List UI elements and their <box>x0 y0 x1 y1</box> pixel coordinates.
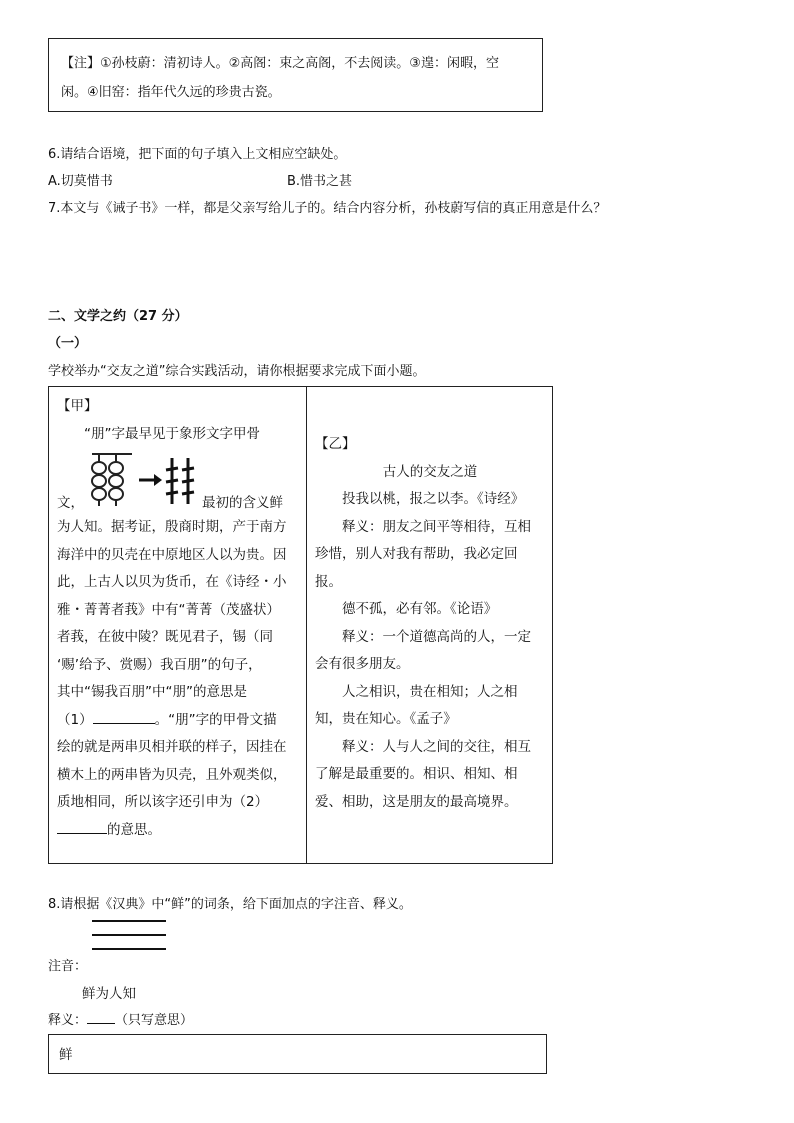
entry-char: 鲜 <box>59 1047 73 1063</box>
material-yi <box>315 431 545 816</box>
yi-text: 释义：一个道德高尚的人，一定 <box>342 628 531 645</box>
jia-label: 【甲】 <box>57 398 98 414</box>
shiyi-blank[interactable] <box>87 1009 115 1024</box>
jia-line: 为人知。据考证，殷商时期，产于南方 <box>57 519 287 535</box>
answer-blank-2[interactable] <box>57 819 107 834</box>
jia-text: 文， <box>57 495 84 511</box>
jia-line: 者莪，在彼中陵？既见君子，锡（同 <box>57 629 273 645</box>
q6-option-b: B.惜书之甚 <box>287 174 353 189</box>
yi-text: 爱、相助，这是朋友的最高境界。 <box>315 793 518 810</box>
jia-line: 海洋中的贝壳在中原地区人以为贵。因 <box>57 546 287 563</box>
jia-line: 绘的就是两串贝相并联的样子，因挂在 <box>57 739 287 755</box>
shiyi-row <box>48 1009 193 1028</box>
section-2-title: 二、文学之约（27 分） <box>48 309 188 324</box>
answer-blank-1[interactable] <box>93 709 155 724</box>
yi-quote: 知，贵在知心。《孟子》 <box>315 711 457 727</box>
yi-text: 珍惜，别人对我有帮助，我必定回 <box>315 546 518 562</box>
yi-quote: 德不孤，必有邻。《论语》 <box>342 601 498 617</box>
answer-line[interactable] <box>92 934 166 936</box>
yi-quote: 人之相识，贵在相知；人之相 <box>342 683 518 700</box>
yi-text: 释义：人与人之间的交往，相互 <box>342 738 531 755</box>
dictionary-entry-box <box>48 1034 547 1074</box>
yi-label: 【乙】 <box>315 436 356 452</box>
jia-line: ‘赐’给予、赏赐）我百朋”的句子， <box>57 656 262 673</box>
q6-option-a: A.切莫惜书 <box>48 174 113 189</box>
table-divider <box>306 387 307 863</box>
yi-text: 了解是最重要的。相识、相知、相 <box>315 766 518 782</box>
annotation-line-1: 【注】①孙枝蔚：清初诗人。②高阁：束之高阁，不去阅读。③遑：闲暇，空 <box>61 56 499 71</box>
jia-line: 此，上古人以贝为货币，在《诗经・小 <box>57 574 287 590</box>
jia-text: 最初的含义鲜 <box>202 495 283 511</box>
question-7: 7.本文与《诫子书》一样，都是父亲写给儿子的。结合内容分析，孙枝蔚写信的真正用意是什么？ <box>48 201 607 216</box>
section-2-intro: 学校举办“交友之道”综合实践活动，请你根据要求完成下面小题。 <box>48 364 426 379</box>
blank-1-label: （1） <box>57 711 93 728</box>
annotation-line-2: 闲。④旧窑：指年代久远的珍贵古瓷。 <box>61 85 281 100</box>
annotation-box <box>48 38 543 112</box>
answer-line[interactable] <box>92 948 166 950</box>
yi-quote: 投我以桃，报之以李。《诗经》 <box>342 491 525 507</box>
yi-title: 古人的交友之道 <box>382 463 478 480</box>
material-jia <box>57 393 297 844</box>
yi-text: 会有很多朋友。 <box>315 656 410 672</box>
jia-line-blank-1 <box>57 707 297 735</box>
jia-line: 横木上的两串皆为贝壳，且外观类似， <box>57 766 287 783</box>
zhuyin-label: 注音： <box>48 959 88 974</box>
jia-line: 雅・菁菁者莪》中有“菁菁（茂盛状） <box>57 601 280 618</box>
jia-text: 的意思。 <box>107 821 161 838</box>
shiyi-label: 释义： <box>48 1013 88 1028</box>
answer-line[interactable] <box>92 920 166 922</box>
oracle-bone-peng-image <box>84 448 202 514</box>
question-8: 8.请根据《汉典》中“鲜”的词条，给下面加点的字注音、释义。 <box>48 897 412 912</box>
pinyin-answer-lines[interactable] <box>92 920 166 962</box>
jia-line-blank-2 <box>57 817 297 845</box>
jia-line-with-image <box>57 448 297 514</box>
jia-text: 。“朋”字的甲骨文描 <box>154 711 277 728</box>
section-2-sub: （一） <box>48 336 88 351</box>
target-phrase: 鲜为人知 <box>82 986 136 1002</box>
jia-line: “朋”字最早见于象形文字甲骨 <box>84 425 260 442</box>
yi-text: 释义：朋友之间平等相待，互相 <box>342 518 531 535</box>
question-6: 6.请结合语境，把下面的句子填入上文相应空缺处。 <box>48 147 347 162</box>
shiyi-hint: （只写意思） <box>115 1013 194 1028</box>
material-table <box>48 386 553 864</box>
jia-line: 质地相同，所以该字还引申为（2） <box>57 794 269 810</box>
jia-line: 其中“锡我百朋”中“朋”的意思是 <box>57 684 247 700</box>
yi-text: 报。 <box>315 573 342 590</box>
